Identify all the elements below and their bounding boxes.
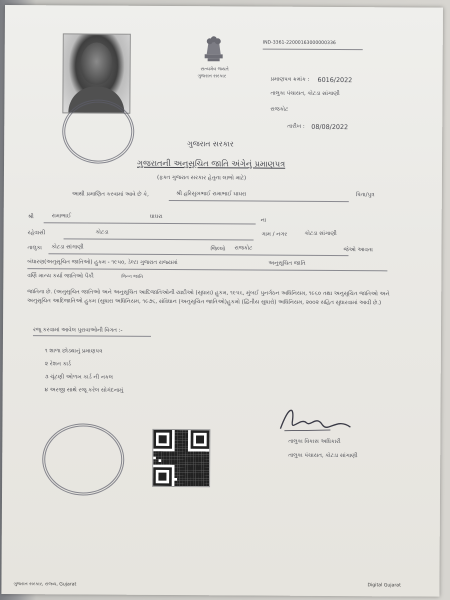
footer-left: ગુજરાત સરકાર, રાજ્ય, Gujarat bbox=[13, 582, 77, 588]
footer-right: Digital Gujarat bbox=[367, 583, 401, 589]
emblem-caption: સત્યમેવ જયતે bbox=[200, 67, 229, 73]
emblem-caption-2: ગુજરાત સરકાર bbox=[197, 74, 227, 80]
officer-title: તાલુકા વિકાસ અધિકારી bbox=[288, 438, 341, 446]
father-name: રામાભાઈ bbox=[51, 213, 72, 220]
jillo-value: રાજકોટ bbox=[234, 245, 253, 252]
docs-title-underline bbox=[33, 335, 151, 337]
gam-label: ગામ / નગર bbox=[261, 231, 288, 238]
line6-text: વર્ણિ માન્ય કર્યા જાતિઓ પૈકી bbox=[27, 273, 94, 280]
cert-no: 6016/2022 bbox=[317, 75, 353, 85]
gov-title: ગુજરાત સરકાર bbox=[187, 139, 234, 149]
legal-paragraph: જાતિના છે. (અનુસૂચિત જાતિઓ અને અનુસૂચિત આદિજાતિઓની યાદીઓ (સુધારા) હુકમ, ૧૯૫૬, મુંબઈ પુનર્ગઠન અધિનિયમ, ૧૯૬૦ તથા અનુસૂચિત જાતિઓ અને અનુસૂચિત આદિજાતિઓ હુકમ (સુધારા અધિનિયમ, ૧૯૭૬, સંવિધાન (અનુસૂચિત જાતિઓ)હુકમો (દ્વિતીય સુધારો) અધિનિયમ, ૨૦૦૨ સહિત સુધારવામાં આવી છે.) bbox=[27, 289, 390, 307]
docs-title: રજૂ કરવામાં આવેલ પુરાવાઓની વિગત :- bbox=[32, 327, 123, 334]
sri-label: શ્રી bbox=[27, 214, 34, 221]
jillo-label: જિલ્લો bbox=[210, 246, 226, 253]
doc-item: ૩ ચૂંટણી ઓળખ કાર્ડ ની નકલ bbox=[44, 374, 113, 381]
header-line: IND-3361-22000163000000336 bbox=[262, 40, 336, 47]
applicant-name: શ્રી હરિસુખભાઈ રામાભાઈ ઘાઘરા bbox=[175, 191, 247, 198]
father-underline bbox=[44, 222, 256, 224]
seal-stamp-icon bbox=[42, 423, 124, 495]
cert-title: ગુજરાતની અનુસૂચિત જાતિ અંગેનું પ્રમાણપત્ર bbox=[137, 157, 286, 169]
na-label: ના bbox=[260, 217, 267, 224]
taluka-underline bbox=[48, 253, 348, 256]
line5-text: બંધારણ(અનુસૂચિત જાતિઓ) હુકમ - ૧૯૫૦, ડેલ્ટા ગુજરાત રાજ્યમાં bbox=[27, 259, 178, 267]
rehvasi-label: રહેવાસી bbox=[27, 230, 46, 237]
issue-date: 08/08/2022 bbox=[311, 122, 349, 132]
state-emblem-icon bbox=[199, 32, 229, 64]
certify-text: આથી પ્રમાણિત કરવામાં આવે છે કે, bbox=[71, 191, 149, 198]
qr-code bbox=[152, 429, 210, 487]
date-label: તારીખ : bbox=[287, 123, 305, 130]
doc-item: ૪ અરજી સાથે રજૂ કરેલ સોગંદનામું bbox=[44, 387, 124, 394]
header-underline bbox=[263, 49, 363, 51]
office-district: રાજકોટ bbox=[270, 106, 289, 113]
doc-item: ૨ રેશન કાર્ડ bbox=[44, 361, 71, 368]
line6-caste: ભિન્ન જાતિ bbox=[121, 274, 144, 280]
taluka-value: કોટડા સાંગાણી bbox=[51, 244, 84, 251]
taluka-label: તાલુકા bbox=[27, 245, 42, 252]
office-line: તાલુકા પંચાયત, કોટડા સાંગાણી bbox=[270, 90, 340, 98]
village: કોટડા bbox=[95, 229, 109, 236]
officer-office: તાલુકા પંચાયત, કોટડા સાંગાણી bbox=[288, 452, 358, 460]
line5-underline bbox=[27, 268, 387, 271]
surname: ઘાઘરા bbox=[149, 213, 163, 220]
line5-caste: અનુસૂચિત જાતિ bbox=[268, 260, 306, 267]
village-underline bbox=[64, 238, 254, 240]
office-stamp-icon bbox=[62, 99, 134, 163]
doc-item: ૧ શાળા છોડ્યાનું પ્રમાણપત્ર bbox=[44, 348, 103, 355]
son-of-label: પિતા/પુત્ર bbox=[355, 192, 375, 199]
officer-signature bbox=[270, 403, 360, 438]
cert-no-label: પ્રમાણપત્ર ક્રમાંક : bbox=[270, 76, 310, 83]
cert-subtitle: (ફક્ત ગુજરાત સરકાર હેતુના લાભો માટે) bbox=[156, 174, 247, 182]
jati-label: જેઓ આવતા bbox=[343, 247, 373, 254]
gam-value: કોટડા સાંગાણી bbox=[304, 230, 337, 238]
name-underline bbox=[169, 200, 349, 202]
certificate-page bbox=[1, 5, 443, 597]
